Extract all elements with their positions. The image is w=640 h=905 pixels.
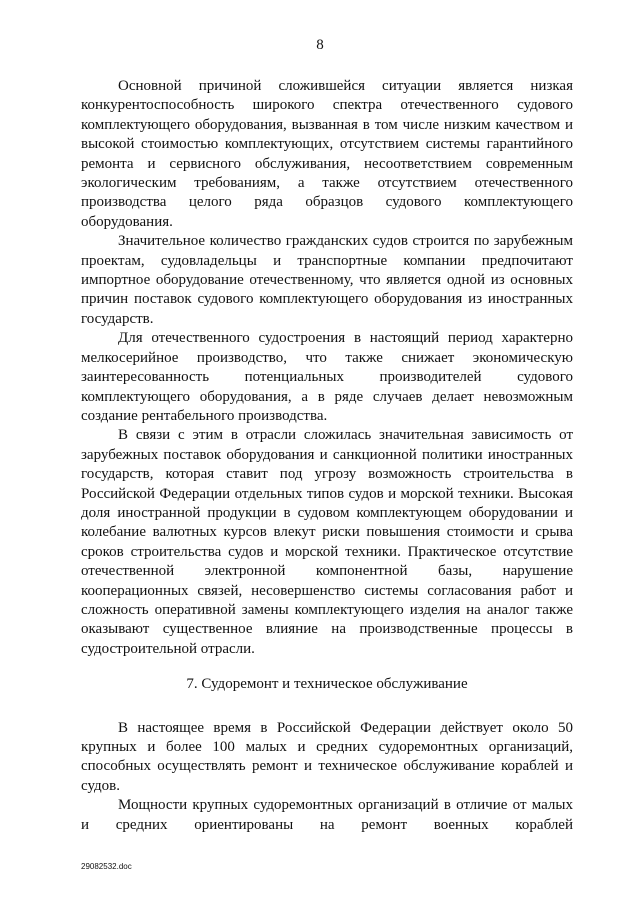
paragraph: Мощности крупных судоремонтных организаций в отличие от малых и средних ориентированы на ремонт военных кораблей: [81, 797, 573, 833]
page-number: 8: [316, 37, 324, 53]
paragraph: Для отечественного судостроения в настоящий период характерно мелкосерийное производство, что также снижает экономическую заинтересованность потенциальных производителей судового комплектующего оборудования, а в ряде случаев делает невозможным создание рентабельного производства.: [81, 330, 573, 424]
paragraph: В настоящее время в Российской Федерации действует около 50 крупных и более 100 малых и средних судоремонтных организаций, способных осуществлять ремонт и техническое обслуживание кораблей и судов.: [81, 719, 573, 794]
footer-filename: 29082532.doc: [81, 862, 132, 871]
section-heading: 7. Судоремонт и техническое обслуживание: [186, 676, 468, 693]
document-body: [81, 77, 573, 835]
paragraph: Значительное количество гражданских судов строится по зарубежным проектам, судовладельцы и транспортные компании предпочитают импортное оборудование отечественному, что является одной из основных причин поставок судового комплектующего оборудования из иностранных государств.: [81, 233, 573, 327]
paragraph: Основной причиной сложившейся ситуации является низкая конкурентоспособность широкого спектра отечественного судового комплектующего оборудования, вызванная в том числе низким качеством и высокой стоимостью комплектующих, отсутствием системы гарантийного ремонта и сервисного обслуживания, несоответствием современным экологическим требованиям, а также отсутствием отечественного производства целого ряда образцов судового комплектующего оборудования.: [81, 78, 573, 230]
paragraph: В связи с этим в отрасли сложилась значительная зависимость от зарубежных поставок оборудования и санкционной политики иностранных государств, которая ставит под угрозу возможность строительства в Российской Федерации отдельных типов судов и морской техники. Высокая доля иностранной продукции в судовом комплектующем оборудовании и колебание валютных курсов влекут риски повышения стоимости и срыва сроков строительства судов и морской техники. Практическое отсутствие отечественной электронной компонентной базы, нарушение кооперационных связей, несовершенство системы согласования работ и сложность оперативной замены комплектующего изделия на аналог также оказывают существенное влияние на производственные процессы в судостроительной отрасли.: [81, 427, 573, 657]
